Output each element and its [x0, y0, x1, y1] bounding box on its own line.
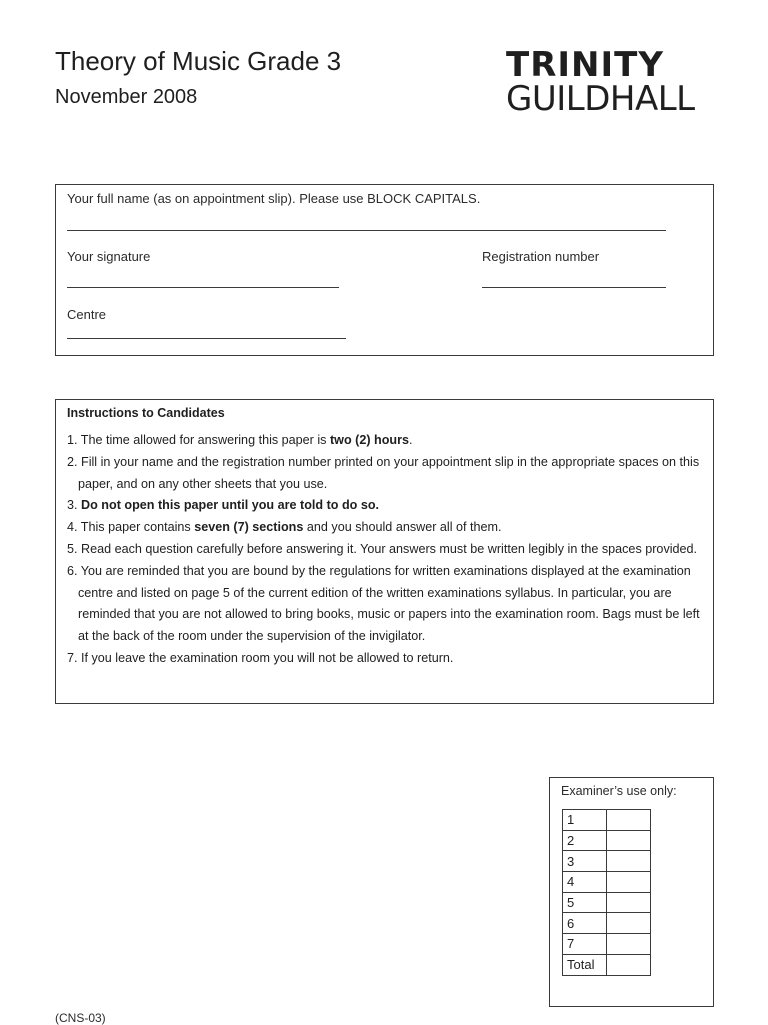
logo-line-2: GUILDHALL	[506, 79, 695, 119]
section-number: 1	[563, 810, 607, 831]
marks-row	[563, 830, 651, 851]
trinity-guildhall-logo	[506, 45, 716, 119]
mark-cell[interactable]	[607, 810, 651, 831]
instruction-text: .	[409, 433, 413, 447]
section-number: 6	[563, 913, 607, 934]
mark-cell[interactable]	[607, 913, 651, 934]
instruction-item	[67, 430, 707, 452]
registration-number-field[interactable]	[482, 287, 666, 288]
marks-row	[563, 851, 651, 872]
paper-code: (CNS-03)	[55, 1011, 106, 1025]
instruction-text: 3.	[67, 498, 82, 513]
signature-field[interactable]	[67, 287, 339, 288]
mark-cell[interactable]	[607, 934, 651, 955]
instruction-text: 2. Fill in your name and the registration number printed on your appointment slip in the appropriate spaces on this paper, and on any other sheets that you use.	[67, 454, 700, 491]
marks-row	[563, 810, 651, 831]
marks-row	[563, 913, 651, 934]
section-number: Total	[563, 954, 607, 975]
section-number: 4	[563, 872, 607, 893]
instructions-box	[55, 399, 714, 704]
paper-title: Theory of Music Grade 3	[55, 46, 342, 76]
section-number: 3	[563, 851, 607, 872]
instruction-emphasis: two (2) hours	[329, 433, 410, 447]
instruction-item	[67, 561, 707, 648]
instruction-item	[67, 539, 707, 561]
marks-table	[562, 809, 651, 976]
exam-date: November 2008	[55, 86, 198, 108]
candidate-details-box	[55, 184, 714, 356]
instruction-text: 7. If you leave the examination room you will not be allowed to return.	[67, 650, 454, 665]
instruction-text: 1. The time allowed for answering this paper is	[67, 433, 330, 447]
mark-cell[interactable]	[607, 830, 651, 851]
instruction-item	[67, 648, 707, 670]
marks-row	[563, 954, 651, 975]
instruction-text: 4. This paper contains	[67, 520, 195, 535]
mark-cell[interactable]	[607, 954, 651, 975]
marks-row	[563, 934, 651, 955]
mark-cell[interactable]	[607, 892, 651, 913]
section-number: 2	[563, 830, 607, 851]
mark-cell[interactable]	[607, 851, 651, 872]
instruction-text: and you should answer all of them.	[303, 520, 502, 535]
section-number: 5	[563, 892, 607, 913]
instruction-item	[67, 517, 707, 539]
instruction-emphasis: Do not open this paper until you are told to do so.	[81, 498, 380, 513]
registration-number-label: Registration number	[482, 249, 600, 264]
examiners-use-label: Examiner’s use only:	[561, 784, 677, 798]
instruction-item	[67, 495, 707, 517]
signature-label: Your signature	[67, 249, 151, 264]
section-number: 7	[563, 934, 607, 955]
instruction-emphasis: seven (7) sections	[194, 520, 304, 535]
centre-field[interactable]	[67, 338, 346, 339]
instruction-text: 5. Read each question carefully before answering it. Your answers must be written legibly in the spaces provided.	[67, 541, 698, 556]
full-name-label: Your full name (as on appointment slip). Please use BLOCK CAPITALS.	[67, 191, 481, 206]
examiners-use-box	[549, 777, 714, 1007]
instructions-list	[67, 430, 707, 670]
mark-cell[interactable]	[607, 872, 651, 893]
instruction-text: 6. You are reminded that you are bound by the regulations for written examinations displayed at the examination centre and listed on page 5 of the current edition of the written examinations syllabus. In particular, you are reminded that you are not allowed to bring books, music or papers into the examination room. Bags must be left at the back of the room under the supervision of the invigilator.	[67, 563, 700, 644]
full-name-field[interactable]	[67, 230, 666, 231]
logo-line-1: TRINITY	[506, 45, 664, 85]
marks-row	[563, 872, 651, 893]
marks-row	[563, 892, 651, 913]
instruction-item	[67, 452, 707, 496]
centre-label: Centre	[67, 307, 107, 322]
instructions-title: Instructions to Candidates	[67, 406, 225, 420]
